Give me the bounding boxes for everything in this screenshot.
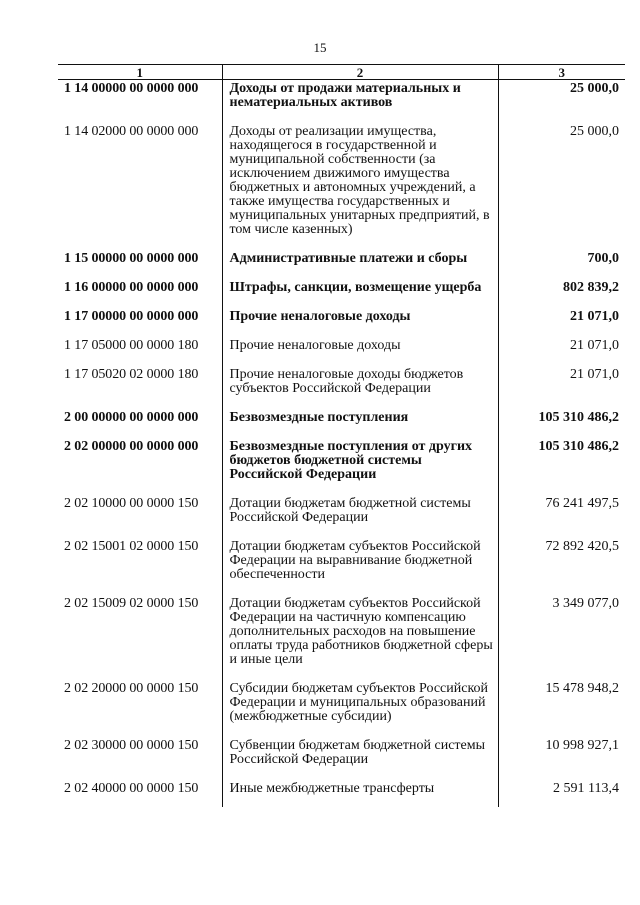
- row-name: Субвенции бюджетам бюджетной системы Российской Федерации: [222, 735, 498, 778]
- table-row: [58, 407, 625, 436]
- row-code: 1 14 00000 00 0000 000: [64, 81, 199, 96]
- column-header-amount: 3: [498, 65, 625, 80]
- row-code: 1 15 00000 00 0000 000: [64, 251, 199, 266]
- row-code: 1 17 05020 02 0000 180: [64, 367, 199, 382]
- table-row: [58, 778, 625, 807]
- table-row: [58, 364, 625, 407]
- row-code: 2 02 40000 00 0000 150: [64, 781, 199, 796]
- row-name: Дотации бюджетам субъектов Российской Федерации на частичную компенсацию дополнительных расходов на повышение оплаты труда работников бюджетной сферы и иные цели: [222, 593, 498, 678]
- row-amount: 2 591 113,4: [498, 778, 625, 807]
- table-header-row: [58, 65, 625, 80]
- row-name: Прочие неналоговые доходы: [222, 335, 498, 364]
- table-row: [58, 306, 625, 335]
- table-body: [58, 80, 625, 808]
- row-amount: 72 892 420,5: [498, 536, 625, 593]
- row-code: 2 02 00000 00 0000 000: [64, 439, 199, 454]
- row-name: Прочие неналоговые доходы бюджетов субъектов Российской Федерации: [222, 364, 498, 407]
- row-code: 2 02 20000 00 0000 150: [64, 681, 199, 696]
- row-code: 2 02 15009 02 0000 150: [64, 596, 199, 611]
- table-row: [58, 80, 625, 122]
- row-name: Штрафы, санкции, возмещение ущерба: [222, 277, 498, 306]
- table-row: [58, 248, 625, 277]
- row-name: Безвозмездные поступления: [222, 407, 498, 436]
- row-amount: 105 310 486,2: [498, 407, 625, 436]
- row-name: Безвозмездные поступления от других бюджетов бюджетной системы Российской Федерации: [222, 436, 498, 493]
- budget-revenue-table: [58, 64, 625, 807]
- row-amount: 802 839,2: [498, 277, 625, 306]
- row-amount: 105 310 486,2: [498, 436, 625, 493]
- table-row: [58, 335, 625, 364]
- row-code: 1 14 02000 00 0000 000: [64, 124, 199, 139]
- table-row: [58, 536, 625, 593]
- table-row: [58, 735, 625, 778]
- row-name: Иные межбюджетные трансферты: [222, 778, 498, 807]
- row-name: Дотации бюджетам субъектов Российской Федерации на выравнивание бюджетной обеспеченности: [222, 536, 498, 593]
- row-code: 2 02 30000 00 0000 150: [64, 738, 199, 753]
- row-amount: 15 478 948,2: [498, 678, 625, 735]
- row-code: 1 17 05000 00 0000 180: [64, 338, 199, 353]
- row-name: Дотации бюджетам бюджетной системы Российской Федерации: [222, 493, 498, 536]
- row-amount: 21 071,0: [498, 306, 625, 335]
- row-code: 2 02 10000 00 0000 150: [64, 496, 199, 511]
- row-amount: 10 998 927,1: [498, 735, 625, 778]
- table-row: [58, 678, 625, 735]
- table-row: [58, 593, 625, 678]
- row-amount: 700,0: [498, 248, 625, 277]
- row-name: Доходы от продажи материальных и нематериальных активов: [222, 80, 498, 122]
- column-header-code: 1: [58, 65, 222, 80]
- table-row: [58, 493, 625, 536]
- row-code: 2 00 00000 00 0000 000: [64, 410, 199, 425]
- column-header-name: 2: [222, 65, 498, 80]
- table-row: [58, 277, 625, 306]
- row-code: 2 02 15001 02 0000 150: [64, 539, 199, 554]
- page-number: 15: [313, 40, 327, 55]
- row-name: Административные платежи и сборы: [222, 248, 498, 277]
- row-name: Субсидии бюджетам субъектов Российской Федерации и муниципальных образований (межбюджетные субсидии): [222, 678, 498, 735]
- row-code: 1 17 00000 00 0000 000: [64, 309, 199, 324]
- row-code: 1 16 00000 00 0000 000: [64, 280, 199, 295]
- table-row: [58, 436, 625, 493]
- row-amount: 25 000,0: [498, 121, 625, 248]
- row-amount: 3 349 077,0: [498, 593, 625, 678]
- row-name: Доходы от реализации имущества, находящегося в государственной и муниципальной собственности (за исключением движимого имущества бюджетных и автономных учреждений, а также имущества государственных и муниципальных унитарных предприятий, в том числе казенных): [222, 121, 498, 248]
- row-amount: 76 241 497,5: [498, 493, 625, 536]
- row-name: Прочие неналоговые доходы: [222, 306, 498, 335]
- row-amount: 21 071,0: [498, 364, 625, 407]
- row-amount: 21 071,0: [498, 335, 625, 364]
- row-amount: 25 000,0: [498, 80, 625, 122]
- table-row: [58, 121, 625, 248]
